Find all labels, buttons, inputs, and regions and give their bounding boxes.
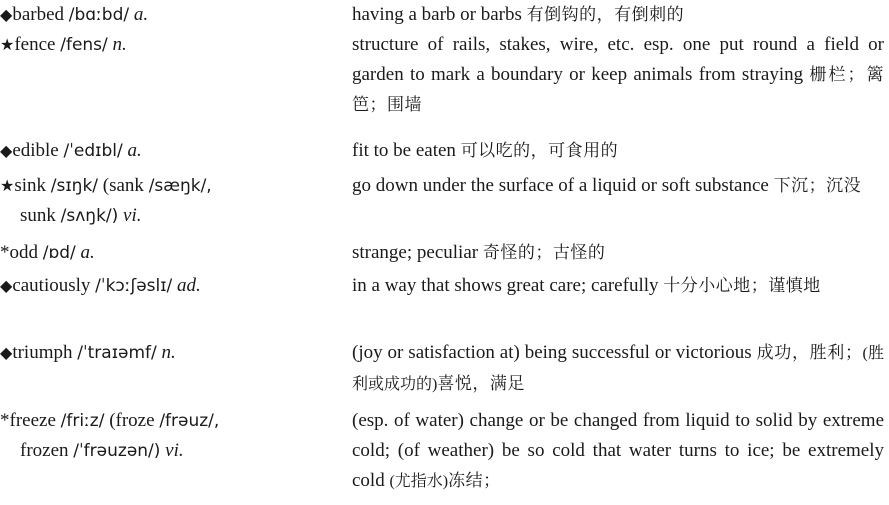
definition-en: structure of rails, stakes, wire, etc. esp. one put round a field or garden to mark a boundary or keep animals from straying: [352, 34, 884, 85]
term: [0, 338, 345, 368]
part-of-speech: vi.: [123, 205, 142, 226]
diamond-marker-icon: ◆: [0, 343, 13, 362]
phonetic: /ˈkɔːʃəslɪ/: [95, 276, 173, 296]
definition-en: (esp. of water) change or be changed from liquid to solid by extreme cold; (of weather) be so cold that water turns to ice; be extremely cold: [352, 410, 884, 491]
definition-cn: 成功，胜利；: [756, 343, 863, 363]
definition-cn: 冻结；: [448, 471, 501, 491]
phonetic: /bɑːbd/: [68, 5, 130, 25]
definition: [352, 406, 884, 497]
term: [0, 171, 345, 231]
phonetic: /sɪŋk/: [50, 176, 99, 196]
inflection-phonetic: /sʌŋk/): [60, 206, 119, 226]
term: [0, 238, 345, 268]
definition-cn: 可以吃的，可食用的: [460, 141, 619, 161]
part-of-speech: a.: [133, 4, 149, 25]
definition-cn: 下沉；沉没: [773, 176, 862, 196]
diamond-marker-icon: ◆: [0, 5, 13, 24]
inflection-phonetic: /ˈfrəuzən/): [73, 441, 161, 461]
diamond-marker-icon: ◆: [0, 276, 13, 295]
definition-cn: 喜悦，满足: [437, 374, 525, 394]
phonetic: /friːz/: [60, 411, 105, 431]
definition: [352, 338, 884, 400]
part-of-speech: ad.: [177, 275, 201, 296]
inflection-open: (sank: [102, 175, 144, 196]
headword: barbed: [12, 4, 65, 25]
definition-cn: 有倒钩的，有倒刺的: [526, 5, 685, 25]
term-continuation: [0, 436, 345, 466]
definition-en: having a barb or barbs: [352, 4, 522, 25]
definition: [352, 136, 884, 166]
definition-en: (joy or satisfaction at) being successful or victorious: [352, 342, 752, 363]
term: [0, 136, 345, 166]
definition-en: fit to be eaten: [352, 140, 456, 161]
definition: [352, 171, 884, 201]
definition-cn: 十分小心地；谨慎地: [663, 276, 821, 296]
phonetic: /ˈedɪbl/: [63, 141, 123, 161]
definition: [352, 238, 884, 268]
definition-en: go down under the surface of a liquid or soft substance: [352, 175, 769, 196]
definition: [352, 0, 884, 30]
headword: edible: [12, 140, 59, 161]
part-of-speech: n.: [112, 34, 127, 55]
headword: triumph: [12, 342, 73, 363]
definition-note: (尤指水): [389, 473, 449, 490]
headword: cautiously: [12, 275, 91, 296]
part-of-speech: vi.: [165, 440, 184, 461]
phonetic: /ɒd/: [42, 243, 76, 263]
inflection-open: (froze: [109, 410, 155, 431]
definition: [352, 30, 884, 120]
headword: odd: [9, 242, 38, 263]
term-continuation: [0, 201, 345, 231]
headword: freeze: [9, 410, 56, 431]
definition-cn: 栅栏；篱笆；围墙: [352, 65, 885, 115]
phonetic: /ˈtraɪəmf/: [77, 343, 157, 363]
headword: fence: [14, 34, 56, 55]
inflection-phonetic: /sæŋk/,: [148, 176, 212, 196]
definition-note: (胜利或成功的): [352, 345, 884, 393]
headword: sink: [14, 175, 47, 196]
definition: [352, 271, 884, 301]
part-of-speech: a.: [80, 242, 95, 263]
star-marker-icon: ★: [0, 35, 15, 54]
star-marker-icon: ★: [0, 176, 15, 195]
part-of-speech: a.: [127, 140, 142, 161]
asterisk-marker-icon: *: [0, 242, 10, 263]
term: [0, 271, 345, 301]
asterisk-marker-icon: *: [0, 410, 10, 431]
inflection-word: frozen: [20, 440, 69, 461]
diamond-marker-icon: ◆: [0, 141, 13, 160]
term: [0, 0, 345, 30]
definition-cn: 奇怪的；古怪的: [482, 243, 606, 263]
inflection-word: sunk: [20, 205, 56, 226]
part-of-speech: n.: [161, 342, 176, 363]
inflection-phonetic: /frəuz/,: [159, 411, 220, 431]
phonetic: /fens/: [60, 35, 108, 55]
definition-en: strange; peculiar: [352, 242, 479, 263]
term: [0, 406, 345, 466]
term: [0, 30, 345, 60]
definition-en: in a way that shows great care; carefully: [352, 275, 659, 296]
